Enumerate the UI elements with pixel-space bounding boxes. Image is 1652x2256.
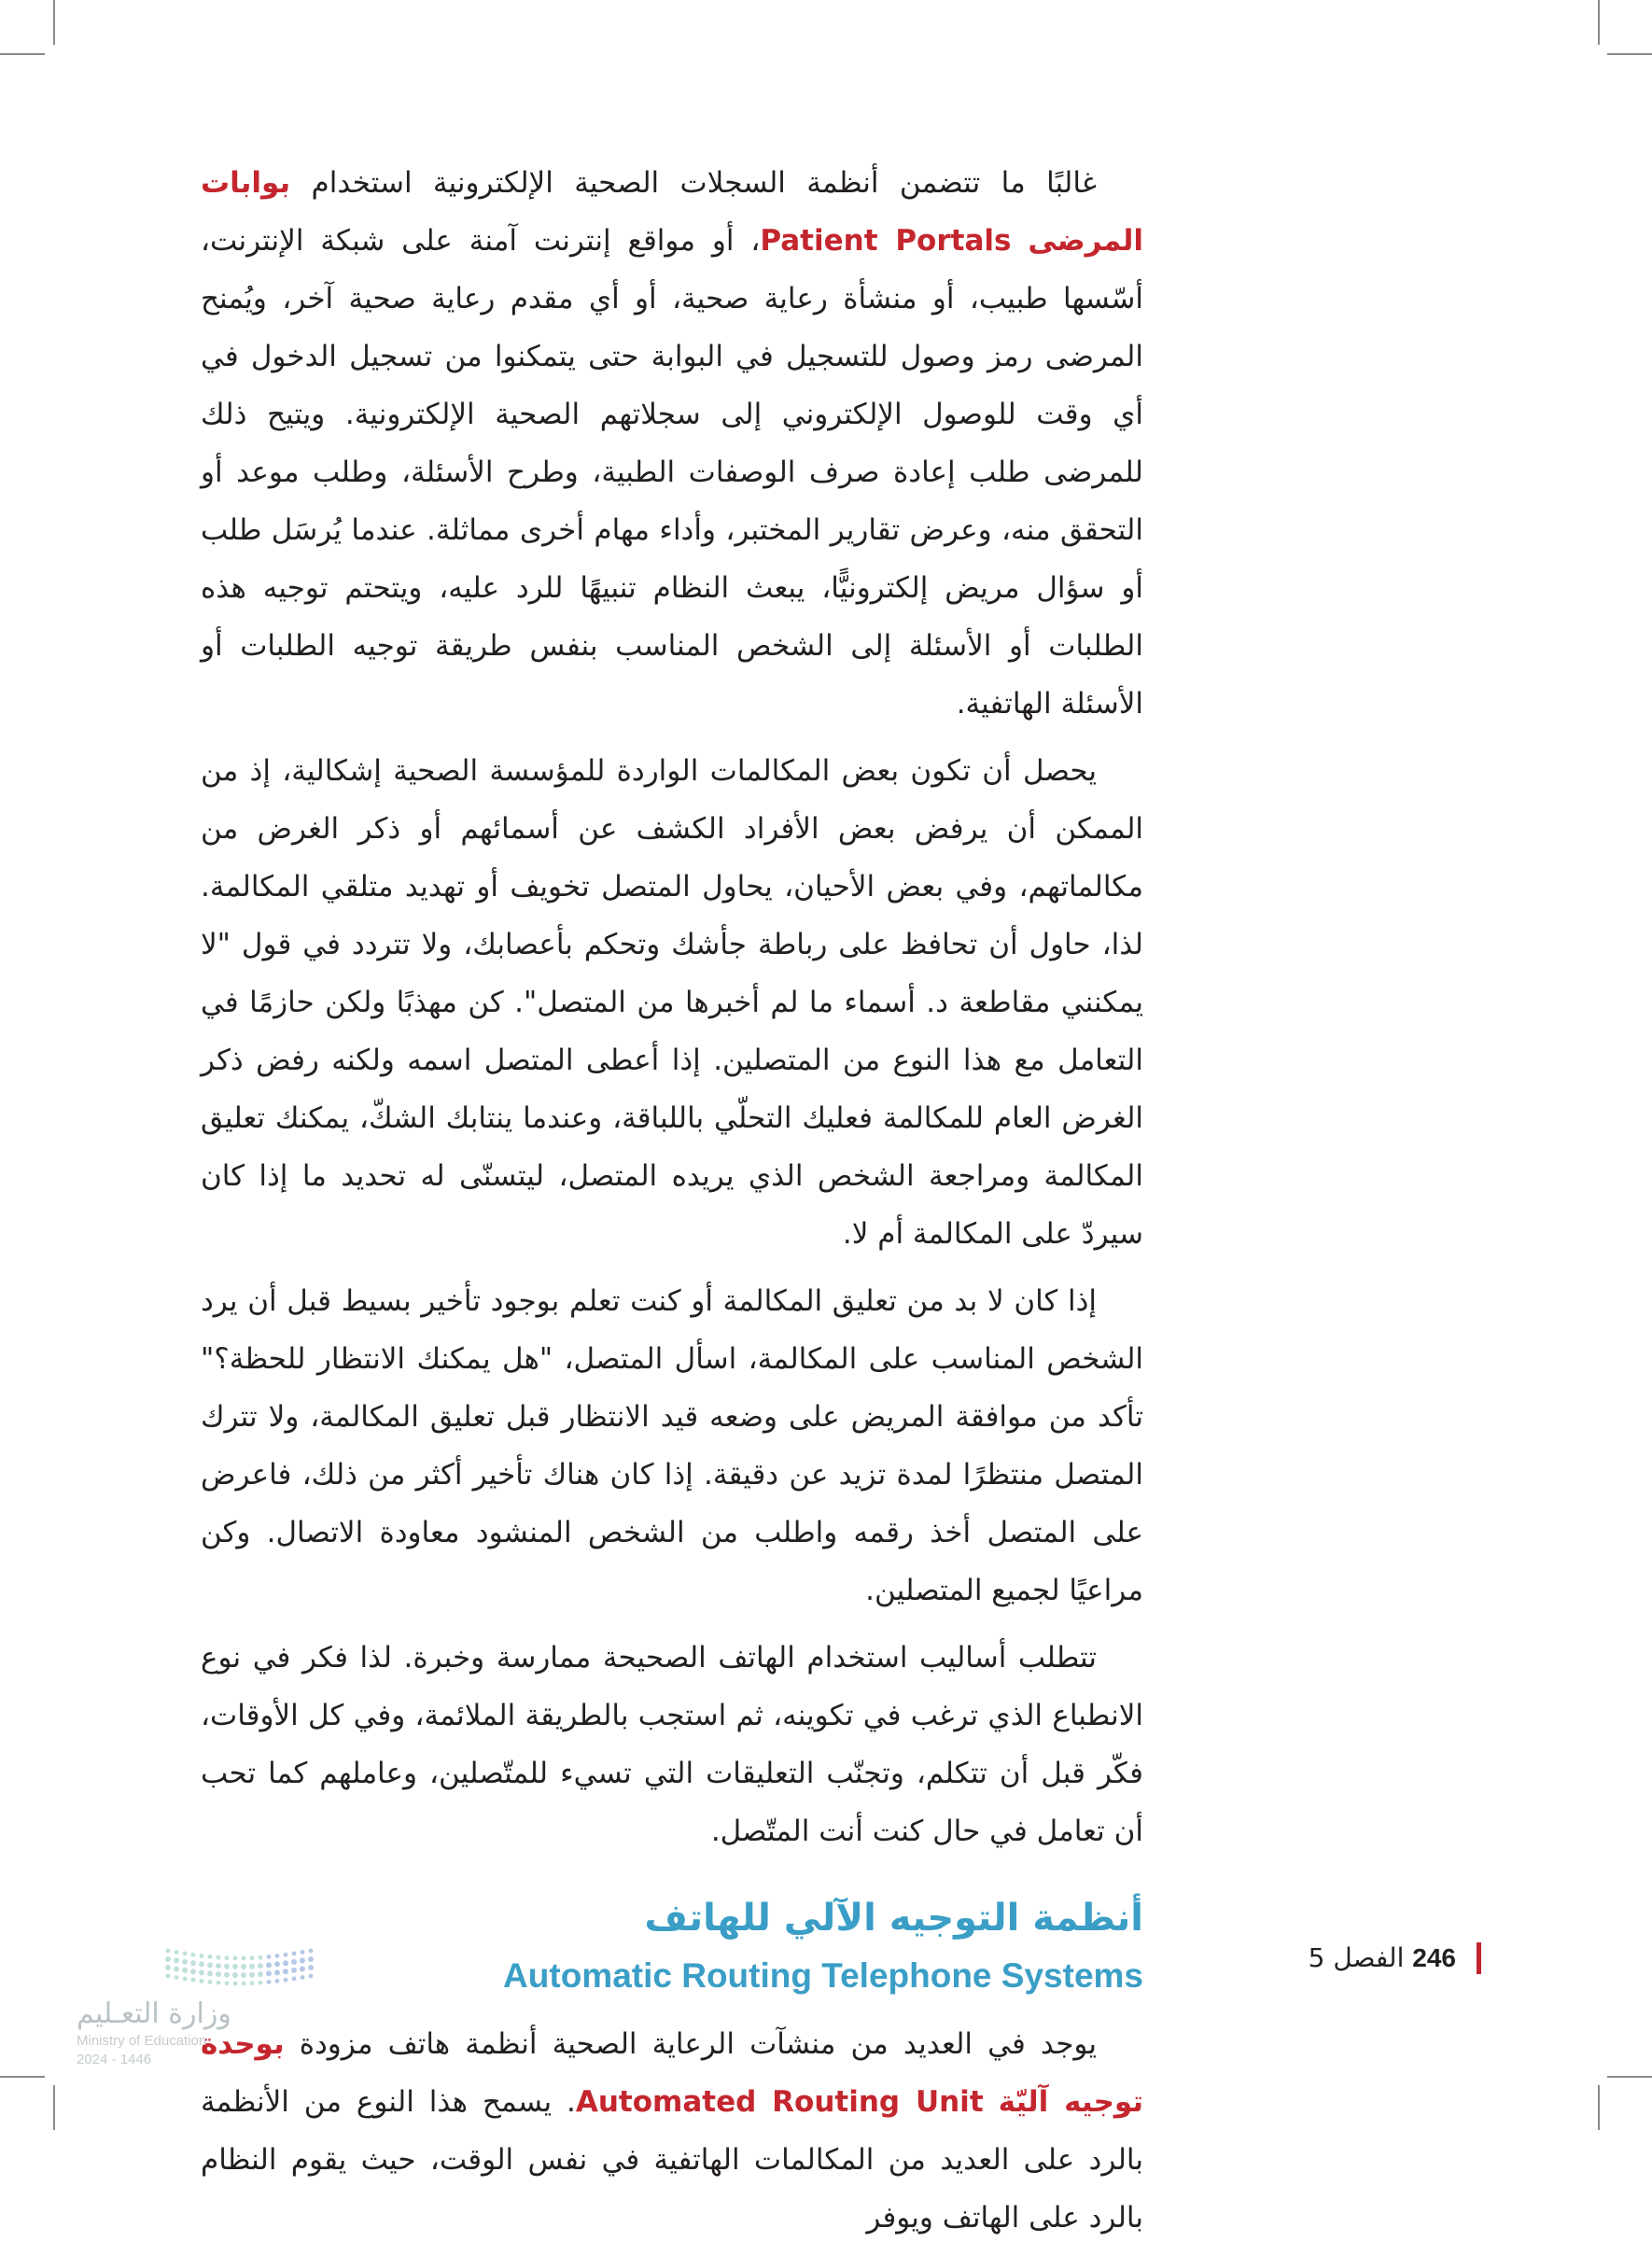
section-title-en: Automatic Routing Telephone Systems — [503, 1956, 1143, 1995]
page-number: 246 — [1412, 1943, 1456, 1972]
keyword-ar: بوابات المرضى — [201, 166, 1144, 258]
text-run: غالبًا ما تتضمن أنظمة السجلات الصحية الإلكترونية استخدام — [290, 166, 1097, 200]
body-paragraph — [201, 154, 1143, 733]
text-run: . يسمح هذا النوع من الأنظمة بالرد على العديد من المكالمات الهاتفية في نفس الوقت، حيث يقوم النظام بالرد على الهاتف ويوفر — [201, 2085, 1143, 2235]
text-run: ، أو مواقع إنترنت آمنة على شبكة الإنترنت، أسّسها طبيب، أو منشأة رعاية صحية، أو أي مقدم رعاية صحية آخر، ويُمنح المرضى رمز وصول للتسجيل في البوابة حتى يتمكنوا من تسجيل الدخول في أي وقت للوصول الإلكتروني إلى سجلاتهم الصحية الإلكترونية. ويتيح ذلك للمرضى طلب إعادة صرف الوصفات الطبية، وطرح الأسئلة، وطلب موعد أو التحقق منه، وعرض تقارير المختبر، وأداء مهام أخرى مماثلة. عندما يُرسَل طلب أو سؤال مريض إلكترونيًّا، يبعث النظام تنبيهًا للرد عليه، ويتحتم توجيه هذه الطلبات أو الأسئلة إلى الشخص المناسب بنفس طريقة توجيه الطلبات أو الأسئلة الهاتفية. — [201, 224, 1143, 721]
ministry-year: 2024 - 1446 — [77, 2052, 152, 2067]
crop-mark — [1598, 0, 1600, 45]
text-run: إذا كان لا بد من تعليق المكالمة أو كنت تعلم بوجود تأخير بسيط قبل أن يرد الشخص المناسب على المكالمة، اسأل المتصل، "هل يمكنك الانتظار للحظة؟" تأكد من موافقة المريض على وضعه قيد الانتظار قبل تعليق المكالمة، ولا تترك المتصل منتظرًا لمدة تزيد عن دقيقة. إذا كان هناك تأخير أكثر من ذلك، فاعرض على المتصل أخذ رقمه واطلب من الشخص المنشود معاودة الاتصال. وكن مراعيًا لجميع المتصلين. — [201, 1284, 1143, 1607]
body-paragraph — [201, 742, 1143, 1263]
crop-mark — [1607, 2076, 1652, 2078]
logo-dots — [165, 1949, 314, 1986]
crop-mark — [53, 0, 55, 45]
crop-mark — [0, 53, 45, 55]
chapter-label: الفصل 5 — [1308, 1942, 1405, 1973]
page-footer — [1213, 1938, 1456, 1979]
paragraph-group — [201, 154, 1143, 1860]
section-title-ar: أنظمة التوجيه الآلي للهاتف — [644, 1897, 1143, 1940]
ministry-name-ar: وزارة التعـليم — [77, 1997, 231, 2030]
body-paragraph — [201, 1272, 1143, 1619]
crop-mark — [1607, 53, 1652, 55]
text-run: تتطلب أساليب استخدام الهاتف الصحيحة ممارسة وخبرة. لذا فكر في نوع الانطباع الذي ترغب في تكوينه، ثم استجب بالطريقة الملائمة، وفي كل الأوقات، فكّر قبل أن تتكلم، وتجنّب التعليقات التي تسيء للمتّصلين، وعاملهم كما تحب أن تعامل في حال كنت أنت المتّصل. — [201, 1641, 1143, 1848]
crop-mark — [53, 2085, 55, 2130]
body-paragraph — [201, 2015, 1143, 2247]
crop-mark — [0, 2076, 45, 2078]
text-run: يحصل أن تكون بعض المكالمات الواردة للمؤسسة الصحية إشكالية، إذ من الممكن أن يرفض بعض الأفراد الكشف عن أسمائهم أو ذكر الغرض من مكالماتهم، وفي بعض الأحيان، يحاول المتصل تخويف أو تهديد متلقي المكالمة. لذا، حاول أن تحافظ على رباطة جأشك وتحكم بأعصابك، ولا تتردد في قول "لا يمكنني مقاطعة د. أسماء ما لم أخبرها من المتصل". كن مهذبًا ولكن حازمًا في التعامل مع هذا النوع من المتصلين. إذا أعطى المتصل اسمه ولكنه رفض ذكر الغرض العام للمكالمة فعليك التحلّي باللباقة، وعندما ينتابك الشكّ، يمكنك تعليق المكالمة ومراجعة الشخص الذي يريده المتصل، ليتسنّى له تحديد ما إذا كان سيردّ على المكالمة أم لا. — [201, 754, 1143, 1251]
crop-mark — [1598, 2085, 1600, 2130]
text-run — [984, 2085, 999, 2119]
text-run: يوجد في العديد من منشآت الرعاية الصحية أنظمة هاتف مزودة — [284, 2027, 1097, 2061]
body-paragraph — [201, 1629, 1143, 1860]
keyword-en: Automated Routing Unit — [575, 2085, 984, 2119]
keyword-en: Patient Portals — [760, 224, 1012, 258]
ministry-name-en: Ministry of Education — [77, 2033, 207, 2049]
footer-separator — [1477, 1942, 1481, 1974]
text-run — [1011, 224, 1028, 258]
page-body — [201, 154, 1143, 2256]
section-paragraph-group — [201, 2015, 1143, 2247]
keyword-ar: بوحدة توجيه آليّة — [201, 2027, 1144, 2119]
